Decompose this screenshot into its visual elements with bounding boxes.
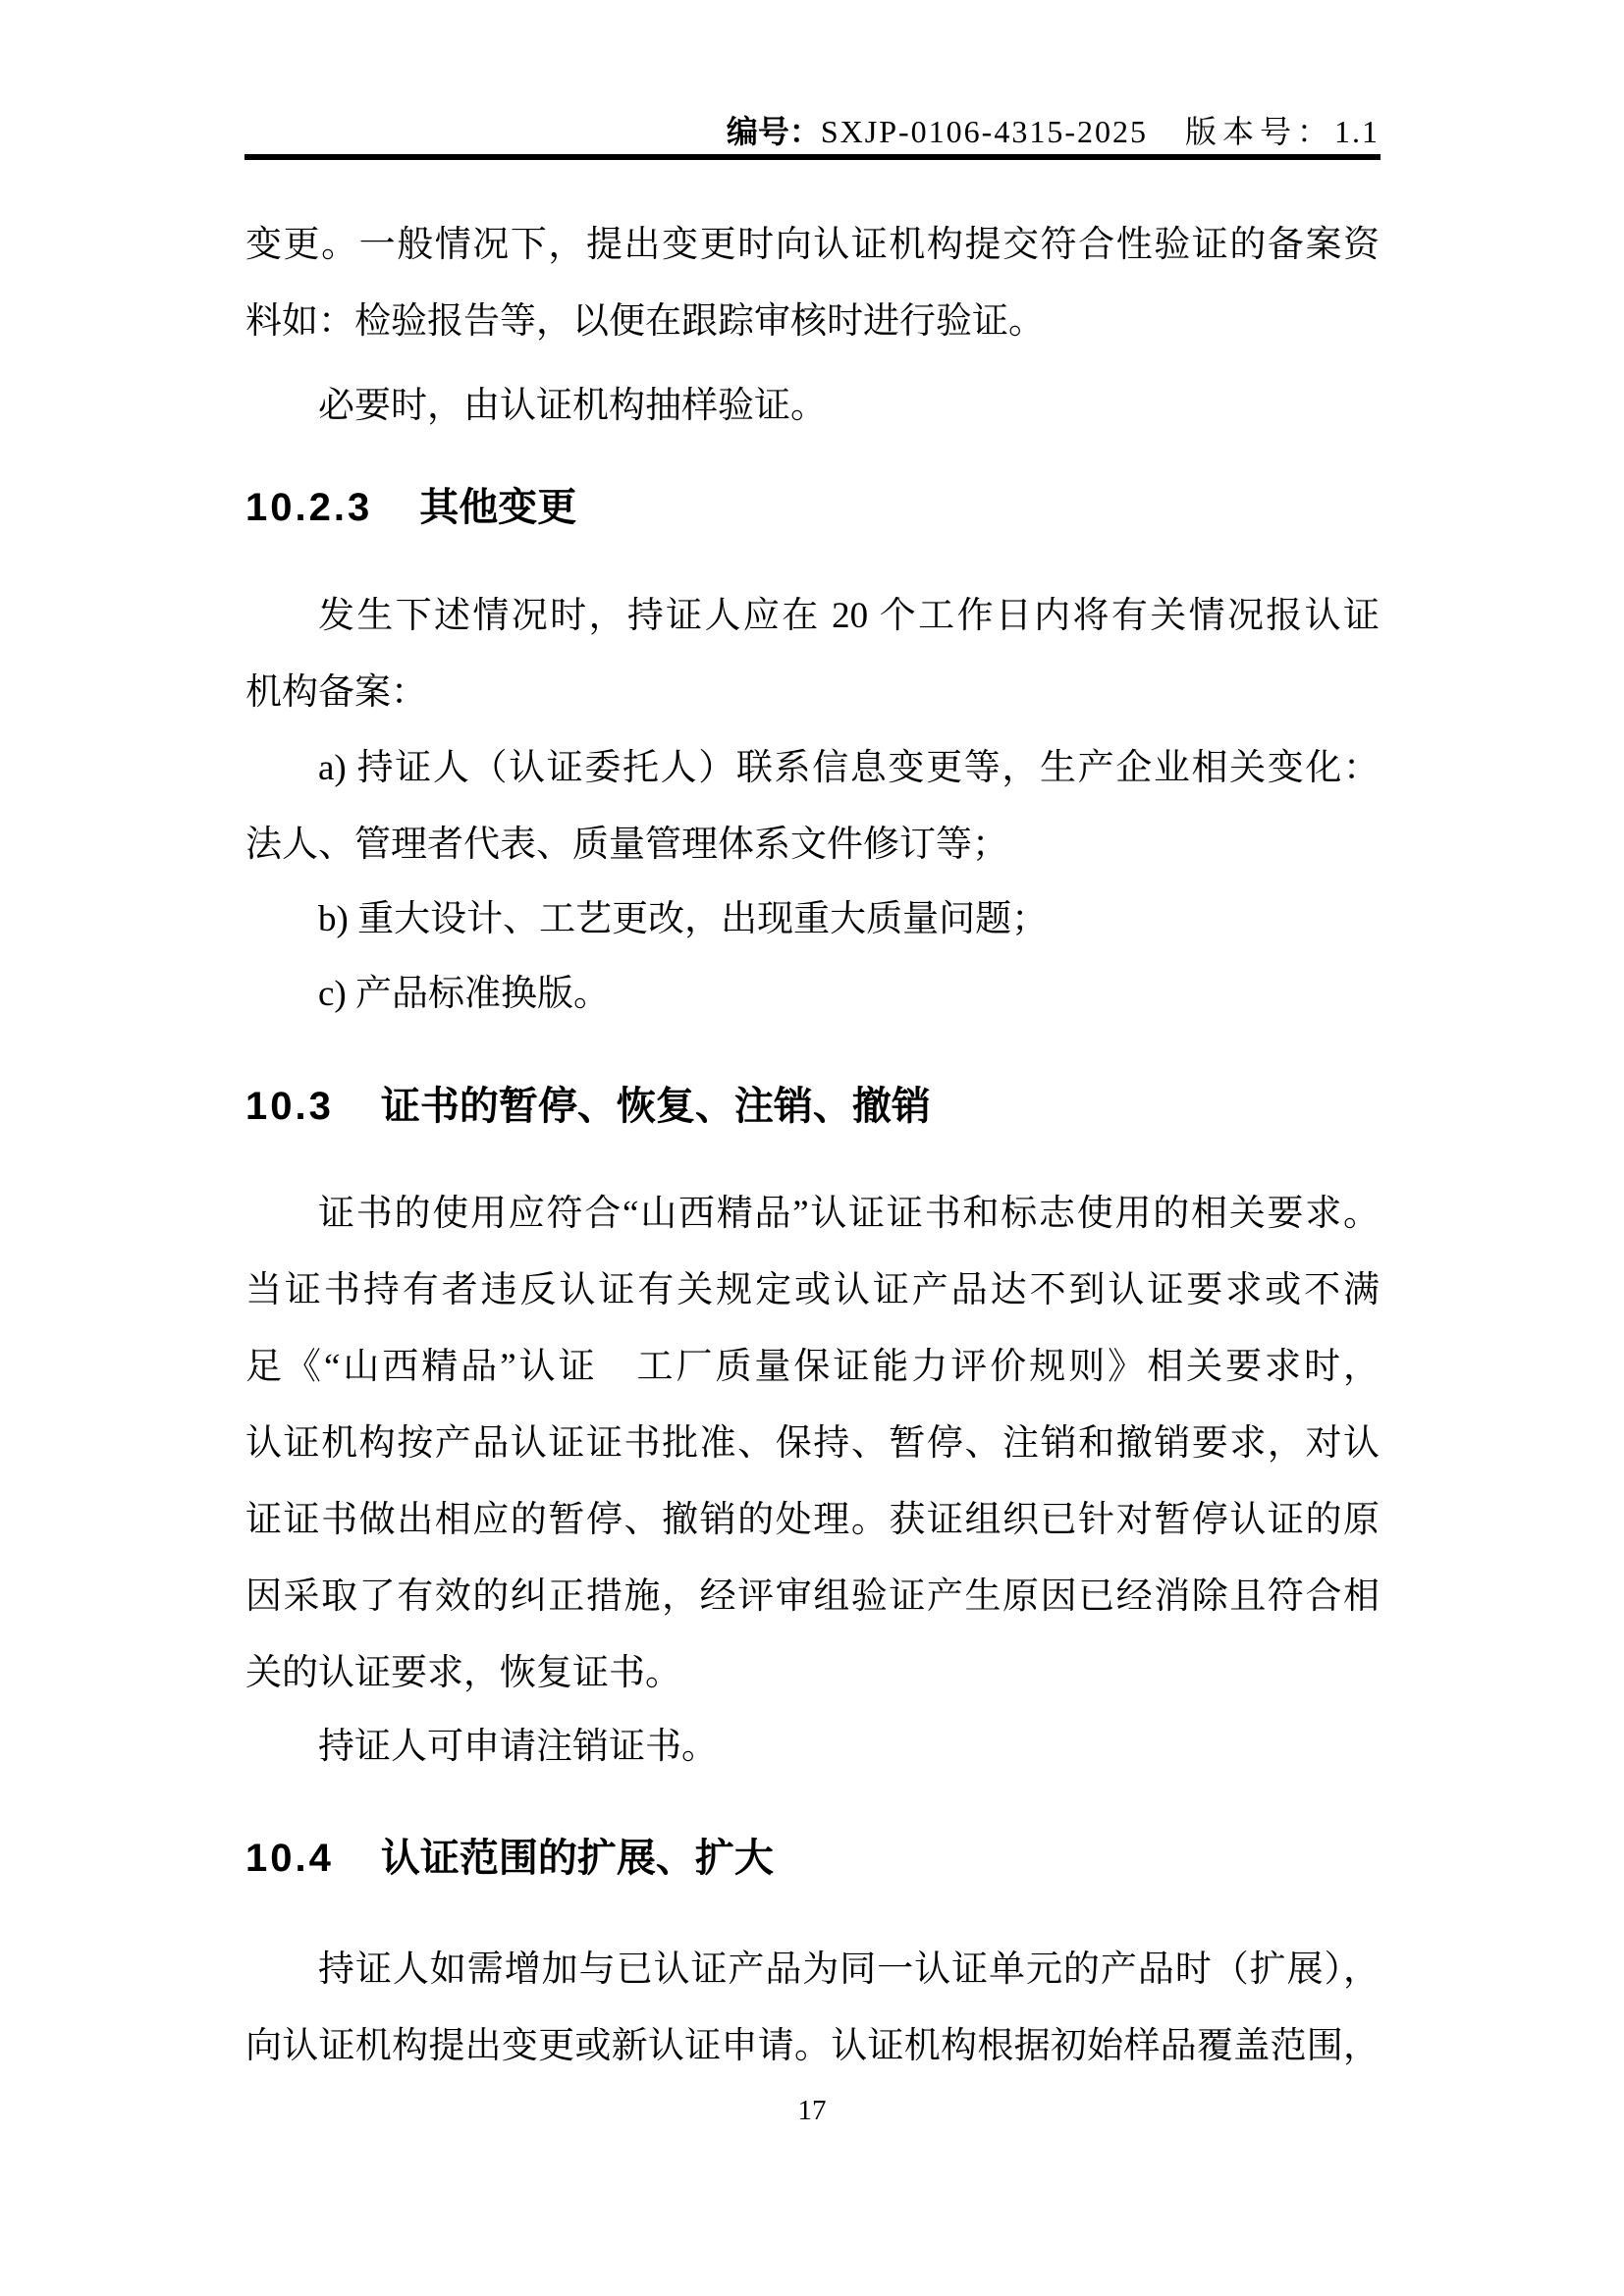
text-line: 法人、管理者代表、质量管理体系文件修订等； [245, 825, 1008, 865]
section-number: 10.3 [245, 1085, 334, 1128]
text-line: 机构备案： [245, 672, 427, 713]
version-value: 1.1 [1334, 114, 1380, 149]
section-title: 其他变更 [419, 486, 577, 529]
section-number: 10.4 [245, 1837, 334, 1880]
text-line: 发生下述情况时，持证人应在 20 个工作日内将有关情况报认证 [318, 596, 1380, 636]
paragraph-scope-extension [245, 1932, 1380, 2085]
section-heading-10-4 [245, 1829, 1380, 1888]
text-line: c) 产品标准换版。 [318, 974, 610, 1014]
paragraph-change-filing [245, 207, 1380, 360]
section-heading-10-2-3 [245, 478, 1380, 537]
text-line: 变更。一般情况下，提出变更时向认证机构提交符合性验证的备案资 [245, 225, 1380, 265]
text-line: 因采取了有效的纠正措施，经评审组验证产生原因已经消除且符合相 [245, 1576, 1380, 1617]
section-number: 10.2.3 [245, 486, 373, 529]
paragraph-certificate-suspension [245, 1176, 1380, 1712]
paragraph-report-cases [245, 578, 1380, 731]
list-item-a [245, 730, 1380, 883]
text-line: a) 持证人（认证委托人）联系信息变更等，生产企业相关变化： [318, 748, 1380, 788]
text-line: 足《“山西精品”认证 工厂质量保证能力评价规则》相关要求时， [245, 1347, 1380, 1387]
version-label: 版本号： [1184, 114, 1334, 149]
text-line: 持证人可申请注销证书。 [318, 1727, 718, 1767]
text-line: 证证书做出相应的暂停、撤销的处理。获证组织已针对暂停认证的原 [245, 1500, 1380, 1540]
text-line: 持证人如需增加与已认证产品为同一认证单元的产品时（扩展）， [318, 1949, 1380, 1990]
text-line: 认证机构按产品认证证书批准、保持、暂停、注销和撤销要求，对认 [245, 1423, 1380, 1464]
text-line: 料如：检验报告等，以便在跟踪审核时进行验证。 [245, 301, 1045, 342]
list-item-c [245, 956, 1380, 1033]
text-line: 必要时，由认证机构抽样验证。 [318, 386, 827, 426]
header-rule [244, 154, 1380, 160]
paragraph-sampling-verification [245, 368, 1380, 445]
section-heading-10-3 [245, 1077, 1380, 1136]
text-line: b) 重大设计、工艺更改，出现重大质量问题； [318, 899, 1049, 939]
doc-number-value: SXJP-0106-4315-2025 [820, 114, 1148, 149]
doc-number-label: 编号： [726, 114, 821, 149]
page-number: 17 [797, 2095, 827, 2126]
list-item-b [245, 881, 1380, 958]
text-line: 向认证机构提出变更或新认证申请。认证机构根据初始样品覆盖范围， [245, 2026, 1380, 2066]
section-title: 证书的暂停、恢复、注销、撤销 [380, 1085, 931, 1128]
text-line: 当证书持有者违反认证有关规定或认证产品达不到认证要求或不满 [245, 1270, 1380, 1310]
text-line: 关的认证要求，恢复证书。 [245, 1653, 681, 1693]
text-line: 证书的使用应符合“山西精品”认证证书和标志使用的相关要求。 [318, 1194, 1380, 1234]
section-title: 认证范围的扩展、扩大 [380, 1837, 774, 1880]
paragraph-cancel-certificate [245, 1709, 1380, 1786]
page-header [727, 108, 1380, 155]
